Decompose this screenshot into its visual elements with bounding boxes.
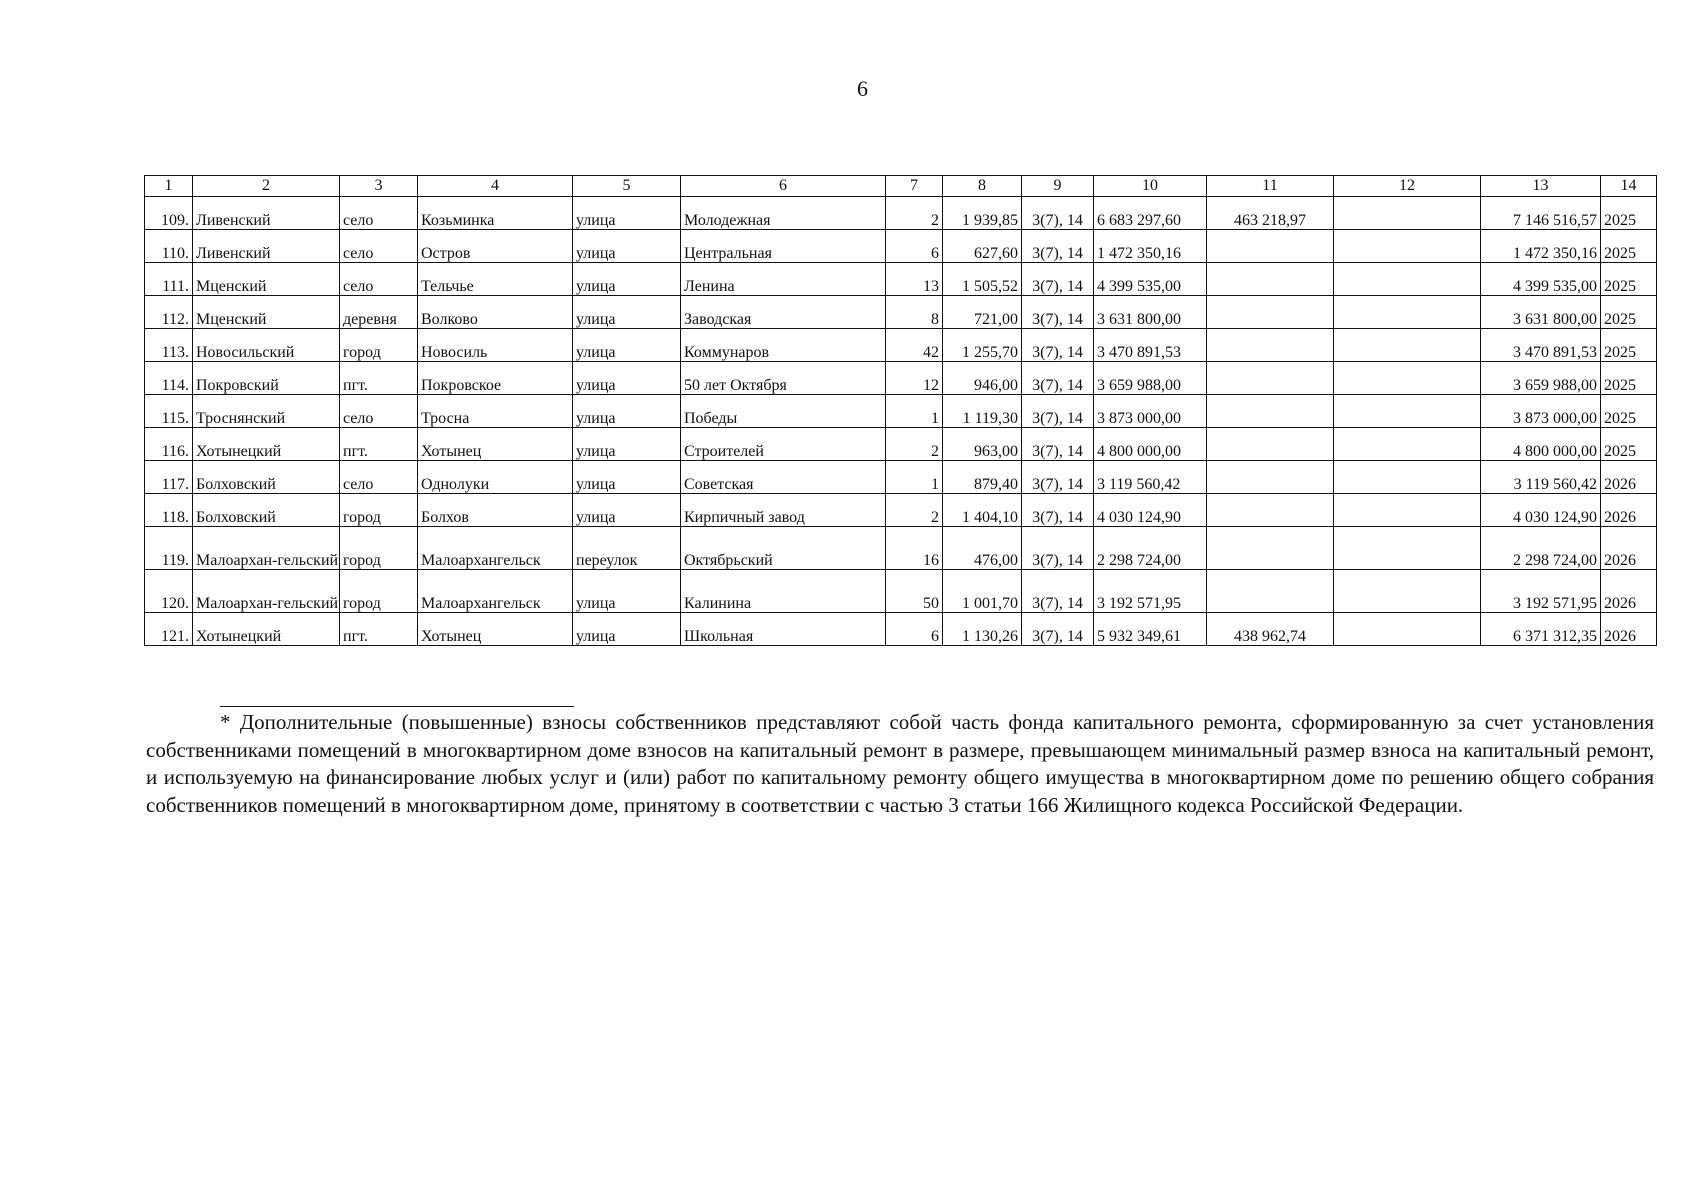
settlement-cell: Хотынец (418, 613, 573, 646)
year-cell: 2026 (1601, 613, 1657, 646)
area-cell: 1 130,26 (943, 613, 1022, 646)
house-number-cell: 13 (886, 263, 943, 296)
district-cell: Хотынецкий (193, 613, 340, 646)
year-cell: 2025 (1601, 230, 1657, 263)
column-header-2: 2 (193, 176, 340, 197)
house-number-cell: 1 (886, 395, 943, 428)
settlement-type-cell: село (340, 263, 418, 296)
district-cell: Новосильский (193, 329, 340, 362)
extra-contribution-cell (1207, 570, 1334, 613)
settlement-type-cell: пгт. (340, 362, 418, 395)
settlement-type-cell: село (340, 230, 418, 263)
district-cell: Троснянский (193, 395, 340, 428)
year-cell: 2025 (1601, 197, 1657, 230)
year-cell: 2025 (1601, 329, 1657, 362)
house-number-cell: 50 (886, 570, 943, 613)
settlement-type-cell: город (340, 527, 418, 570)
column-header-12: 12 (1334, 176, 1481, 197)
column-12-cell (1334, 461, 1481, 494)
table-header (145, 176, 1657, 197)
extra-contribution-cell (1207, 428, 1334, 461)
settlement-type-cell: пгт. (340, 428, 418, 461)
street-cell: Коммунаров (681, 329, 886, 362)
settlement-cell: Козьминка (418, 197, 573, 230)
year-cell: 2025 (1601, 395, 1657, 428)
row-number: 121. (145, 613, 193, 646)
area-cell: 963,00 (943, 428, 1022, 461)
column-header-5: 5 (573, 176, 681, 197)
total-cell: 4 800 000,00 (1481, 428, 1601, 461)
table-row (145, 494, 1657, 527)
street-type-cell: улица (573, 329, 681, 362)
column-12-cell (1334, 395, 1481, 428)
settlement-cell: Малоархангельск (418, 570, 573, 613)
cost-cell: 3 192 571,95 (1094, 570, 1207, 613)
cost-cell: 3 659 988,00 (1094, 362, 1207, 395)
row-number: 112. (145, 296, 193, 329)
row-number: 110. (145, 230, 193, 263)
column-12-cell (1334, 197, 1481, 230)
table-row (145, 362, 1657, 395)
year-cell: 2025 (1601, 362, 1657, 395)
settlement-cell: Тросна (418, 395, 573, 428)
cost-cell: 4 030 124,90 (1094, 494, 1207, 527)
column-header-1: 1 (145, 176, 193, 197)
cost-cell: 1 472 350,16 (1094, 230, 1207, 263)
column-12-cell (1334, 428, 1481, 461)
street-type-cell: улица (573, 263, 681, 296)
table-row (145, 296, 1657, 329)
row-number: 111. (145, 263, 193, 296)
extra-contribution-cell (1207, 362, 1334, 395)
street-type-cell: улица (573, 395, 681, 428)
house-number-cell: 2 (886, 197, 943, 230)
settlement-type-cell: деревня (340, 296, 418, 329)
works-cell: 3(7), 14 (1022, 197, 1094, 230)
row-number: 120. (145, 570, 193, 613)
area-cell: 879,40 (943, 461, 1022, 494)
settlement-type-cell: село (340, 197, 418, 230)
cost-cell: 4 399 535,00 (1094, 263, 1207, 296)
total-cell: 3 470 891,53 (1481, 329, 1601, 362)
works-cell: 3(7), 14 (1022, 395, 1094, 428)
year-cell: 2026 (1601, 527, 1657, 570)
district-cell: Мценский (193, 296, 340, 329)
total-cell: 4 030 124,90 (1481, 494, 1601, 527)
column-header-7: 7 (886, 176, 943, 197)
works-cell: 3(7), 14 (1022, 362, 1094, 395)
district-cell: Хотынецкий (193, 428, 340, 461)
street-cell: Молодежная (681, 197, 886, 230)
total-cell: 7 146 516,57 (1481, 197, 1601, 230)
house-number-cell: 6 (886, 230, 943, 263)
extra-contribution-cell (1207, 527, 1334, 570)
cost-cell: 3 119 560,42 (1094, 461, 1207, 494)
column-12-cell (1334, 494, 1481, 527)
street-type-cell: улица (573, 613, 681, 646)
area-cell: 1 255,70 (943, 329, 1022, 362)
total-cell: 6 371 312,35 (1481, 613, 1601, 646)
house-number-cell: 2 (886, 428, 943, 461)
settlement-type-cell: село (340, 395, 418, 428)
footnote-rule (220, 706, 574, 707)
settlement-cell: Волково (418, 296, 573, 329)
column-header-6: 6 (681, 176, 886, 197)
works-cell: 3(7), 14 (1022, 428, 1094, 461)
extra-contribution-cell: 438 962,74 (1207, 613, 1334, 646)
total-cell: 3 631 800,00 (1481, 296, 1601, 329)
table-row (145, 461, 1657, 494)
column-header-8: 8 (943, 176, 1022, 197)
row-number: 119. (145, 527, 193, 570)
capital-repair-table (144, 175, 1657, 646)
table-row (145, 613, 1657, 646)
settlement-cell: Однолуки (418, 461, 573, 494)
settlement-type-cell: пгт. (340, 613, 418, 646)
cost-cell: 3 631 800,00 (1094, 296, 1207, 329)
row-number: 117. (145, 461, 193, 494)
street-cell: Школьная (681, 613, 886, 646)
year-cell: 2025 (1601, 428, 1657, 461)
works-cell: 3(7), 14 (1022, 494, 1094, 527)
column-header-9: 9 (1022, 176, 1094, 197)
table-row (145, 428, 1657, 461)
column-header-4: 4 (418, 176, 573, 197)
row-number: 109. (145, 197, 193, 230)
column-12-cell (1334, 527, 1481, 570)
settlement-cell: Новосиль (418, 329, 573, 362)
extra-contribution-cell (1207, 395, 1334, 428)
settlement-type-cell: город (340, 494, 418, 527)
column-12-cell (1334, 230, 1481, 263)
settlement-type-cell: город (340, 329, 418, 362)
area-cell: 946,00 (943, 362, 1022, 395)
street-type-cell: улица (573, 428, 681, 461)
total-cell: 2 298 724,00 (1481, 527, 1601, 570)
cost-cell: 5 932 349,61 (1094, 613, 1207, 646)
street-type-cell: улица (573, 494, 681, 527)
street-cell: Центральная (681, 230, 886, 263)
works-cell: 3(7), 14 (1022, 527, 1094, 570)
street-type-cell: улица (573, 570, 681, 613)
table-row (145, 395, 1657, 428)
settlement-cell: Остров (418, 230, 573, 263)
column-12-cell (1334, 570, 1481, 613)
area-cell: 1 001,70 (943, 570, 1022, 613)
street-type-cell: улица (573, 296, 681, 329)
street-cell: Победы (681, 395, 886, 428)
street-cell: Ленина (681, 263, 886, 296)
area-cell: 1 119,30 (943, 395, 1022, 428)
street-cell: Советская (681, 461, 886, 494)
area-cell: 721,00 (943, 296, 1022, 329)
cost-cell: 6 683 297,60 (1094, 197, 1207, 230)
cost-cell: 4 800 000,00 (1094, 428, 1207, 461)
year-cell: 2025 (1601, 296, 1657, 329)
works-cell: 3(7), 14 (1022, 329, 1094, 362)
row-number: 115. (145, 395, 193, 428)
works-cell: 3(7), 14 (1022, 263, 1094, 296)
house-number-cell: 2 (886, 494, 943, 527)
house-number-cell: 16 (886, 527, 943, 570)
house-number-cell: 1 (886, 461, 943, 494)
district-cell: Малоархан-гельский (193, 527, 340, 570)
cost-cell: 3 873 000,00 (1094, 395, 1207, 428)
house-number-cell: 6 (886, 613, 943, 646)
house-number-cell: 12 (886, 362, 943, 395)
street-cell: Строителей (681, 428, 886, 461)
settlement-cell: Хотынец (418, 428, 573, 461)
column-12-cell (1334, 296, 1481, 329)
footnote-text: * Дополнительные (повышенные) взносы собственников представляют собой часть фонда капитального ремонта, сформированную за счет установления собственниками помещений в многоквартирном доме взносов на капитальный ремонт в размере, превышающем минимальный размер взноса на капитальный ремонт, и используемую на финансирование любых услуг и (или) работ по капитальному ремонту общего имущества в многоквартирном доме по решению общего собрания собственников помещений в многоквартирном доме, принятому в соответствии с частью 3 статьи 166 Жилищного кодекса Российской Федерации. (146, 710, 1654, 817)
table-row (145, 263, 1657, 296)
street-type-cell: улица (573, 362, 681, 395)
settlement-cell: Болхов (418, 494, 573, 527)
settlement-type-cell: город (340, 570, 418, 613)
extra-contribution-cell (1207, 461, 1334, 494)
table-body (145, 197, 1657, 646)
row-number: 118. (145, 494, 193, 527)
page-number: 6 (857, 76, 868, 101)
table-row (145, 329, 1657, 362)
total-cell: 4 399 535,00 (1481, 263, 1601, 296)
settlement-cell: Покровское (418, 362, 573, 395)
street-cell: Кирпичный завод (681, 494, 886, 527)
house-number-cell: 42 (886, 329, 943, 362)
header-row (145, 176, 1657, 197)
column-12-cell (1334, 362, 1481, 395)
street-type-cell: переулок (573, 527, 681, 570)
house-number-cell: 8 (886, 296, 943, 329)
column-header-10: 10 (1094, 176, 1207, 197)
works-cell: 3(7), 14 (1022, 461, 1094, 494)
district-cell: Болховский (193, 494, 340, 527)
column-12-cell (1334, 329, 1481, 362)
extra-contribution-cell (1207, 296, 1334, 329)
extra-contribution-cell (1207, 263, 1334, 296)
year-cell: 2026 (1601, 494, 1657, 527)
street-cell: Калинина (681, 570, 886, 613)
street-cell: Октябрьский (681, 527, 886, 570)
column-12-cell (1334, 263, 1481, 296)
district-cell: Ливенский (193, 197, 340, 230)
street-type-cell: улица (573, 197, 681, 230)
cost-cell: 2 298 724,00 (1094, 527, 1207, 570)
street-type-cell: улица (573, 230, 681, 263)
area-cell: 476,00 (943, 527, 1022, 570)
cost-cell: 3 470 891,53 (1094, 329, 1207, 362)
row-number: 114. (145, 362, 193, 395)
district-cell: Ливенский (193, 230, 340, 263)
table-row (145, 230, 1657, 263)
extra-contribution-cell: 463 218,97 (1207, 197, 1334, 230)
works-cell: 3(7), 14 (1022, 613, 1094, 646)
settlement-type-cell: село (340, 461, 418, 494)
year-cell: 2026 (1601, 461, 1657, 494)
table-row (145, 197, 1657, 230)
district-cell: Малоархан-гельский (193, 570, 340, 613)
area-cell: 627,60 (943, 230, 1022, 263)
works-cell: 3(7), 14 (1022, 230, 1094, 263)
extra-contribution-cell (1207, 329, 1334, 362)
total-cell: 3 659 988,00 (1481, 362, 1601, 395)
area-cell: 1 404,10 (943, 494, 1022, 527)
extra-contribution-cell (1207, 494, 1334, 527)
works-cell: 3(7), 14 (1022, 296, 1094, 329)
settlement-cell: Тельчье (418, 263, 573, 296)
street-cell: Заводская (681, 296, 886, 329)
total-cell: 3 192 571,95 (1481, 570, 1601, 613)
year-cell: 2025 (1601, 263, 1657, 296)
table-row (145, 570, 1657, 613)
settlement-cell: Малоархангельск (418, 527, 573, 570)
works-cell: 3(7), 14 (1022, 570, 1094, 613)
district-cell: Болховский (193, 461, 340, 494)
row-number: 116. (145, 428, 193, 461)
total-cell: 1 472 350,16 (1481, 230, 1601, 263)
street-type-cell: улица (573, 461, 681, 494)
year-cell: 2026 (1601, 570, 1657, 613)
area-cell: 1 505,52 (943, 263, 1022, 296)
extra-contribution-cell (1207, 230, 1334, 263)
total-cell: 3 873 000,00 (1481, 395, 1601, 428)
street-cell: 50 лет Октября (681, 362, 886, 395)
total-cell: 3 119 560,42 (1481, 461, 1601, 494)
district-cell: Покровский (193, 362, 340, 395)
column-12-cell (1334, 613, 1481, 646)
column-header-13: 13 (1481, 176, 1601, 197)
row-number: 113. (145, 329, 193, 362)
column-header-3: 3 (340, 176, 418, 197)
area-cell: 1 939,85 (943, 197, 1022, 230)
district-cell: Мценский (193, 263, 340, 296)
column-header-11: 11 (1207, 176, 1334, 197)
table-row (145, 527, 1657, 570)
column-header-14: 14 (1601, 176, 1657, 197)
